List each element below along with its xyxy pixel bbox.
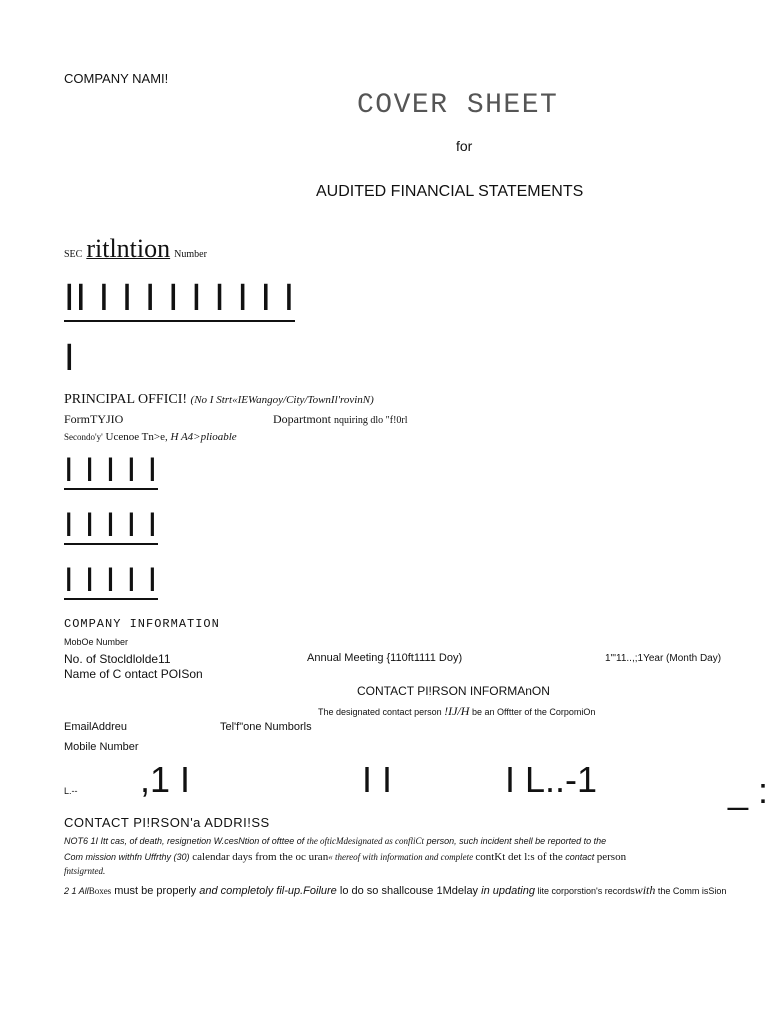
form-type-boxes: I I I I I — [64, 451, 159, 489]
email-address-label: EmailAddreu — [64, 721, 127, 733]
note-1-a: NOT6 1I — [64, 836, 99, 846]
contact-row-box-b: I I — [362, 759, 393, 800]
department-title: Dopartmont — [273, 412, 331, 426]
note-2-c: « thereof with information and complete — [328, 852, 476, 862]
department-label — [273, 412, 408, 427]
company-information-title: COMPANY INFORMATION — [64, 617, 220, 631]
contact-row-box-c: I L..-1 — [505, 759, 598, 800]
note-line-4 — [64, 883, 726, 898]
principal-office-note: (No I Strt«IEWangoy/City/TownIl'rovinN) — [190, 394, 374, 406]
contact-row-box-a: ,1 I — [140, 759, 191, 800]
for-label: for — [456, 138, 473, 154]
note-2-d: contKt det l:s of the — [475, 851, 563, 863]
secondary-license-applicable: H A4>plioable — [170, 431, 237, 443]
secondary-license-prefix: Secondo'y' — [64, 432, 103, 442]
note-line-2 — [64, 851, 626, 863]
note-4-f: in updating — [481, 885, 535, 897]
company-mobile-number-label: MobOe Number — [64, 637, 129, 647]
sec-suffix: Number — [174, 249, 207, 260]
note-4-h: with — [634, 883, 656, 897]
company-name-label: COMPANY NAMI! — [64, 71, 169, 86]
note-4-a: 2 1 All — [64, 886, 89, 896]
principal-office-label — [64, 392, 374, 408]
department-boxes: I I I I I — [64, 506, 159, 544]
annual-meeting-label: Annual Meeting {110ft1111 Doy) — [307, 652, 463, 664]
note-4-d: and completoly fil-up.Foilure — [199, 885, 337, 897]
principal-office-title: PRINCIPAL OFFICI! — [64, 392, 188, 407]
note-4-g: lite corporstion's records — [534, 886, 635, 896]
contact-row-left-mark: L.-- — [64, 786, 78, 796]
sec-number-extra-box: I — [64, 337, 76, 379]
note-2-a: Com mission withfn Uffrthy (30) — [64, 852, 190, 862]
designated-note-b: !IJ/H — [444, 704, 470, 718]
document-subtitle: AUDITED FINANCIAL STATEMENTS — [316, 183, 584, 200]
note-line-3: fntsigrnted. — [64, 866, 106, 876]
cover-sheet-title: COVER SHEET — [357, 90, 559, 121]
note-4-e: lo do so shallcouse 1Mdelay — [336, 885, 482, 897]
designated-note-c: be an Offtter of the CorpomiOn — [471, 707, 596, 717]
fiscal-year-label: 1"'11..,;1Year (Month Day) — [605, 653, 722, 664]
sec-prefix: SEC — [64, 249, 83, 260]
note-1-c: the ofticMdesignated as confliCt — [306, 836, 425, 846]
note-4-i: the Comm isSion — [655, 886, 727, 896]
note-4-b: Boxes — [88, 886, 112, 896]
note-2-f: person — [596, 851, 627, 863]
designated-contact-note — [318, 704, 595, 719]
note-line-1 — [64, 836, 606, 846]
note-1-d: person, such incident shell be reported to the — [426, 836, 607, 846]
sec-word: ritlntion — [86, 234, 171, 263]
note-2-e: contact — [562, 852, 597, 862]
note-4-c: must be properly — [111, 885, 200, 897]
secondary-license-type: Ucenoe Tn>e, — [102, 431, 168, 443]
contact-row-box-d: _ : — [728, 770, 768, 811]
contact-mobile-number-label: Mobile Number — [64, 741, 139, 753]
stockholders-label: No. of Stocldlolde11 — [64, 652, 171, 666]
form-type-label: FormTYJIO — [64, 412, 124, 426]
contact-person-information-title: CONTACT PI!RSON INFORMAnON — [357, 684, 550, 698]
secondary-license-label — [64, 431, 237, 443]
sec-registration-label — [64, 234, 207, 264]
designated-note-a: The designated contact person — [318, 707, 442, 717]
contact-person-address-title: CONTACT PI!RSON'a ADDRI!SS — [64, 815, 270, 830]
note-1-b: Itt cas, of death, resignetion W.cesNtion of ofttee of — [98, 836, 305, 846]
license-boxes: I I I I I — [64, 561, 159, 599]
sec-number-boxes: II I I I I I I I I I — [64, 278, 295, 322]
department-note: nquiring dlo "f!0rl — [334, 415, 408, 426]
note-2-b: calendar days from the oc uran — [189, 851, 329, 863]
contact-person-name-label: Name of C ontact POISon — [64, 667, 203, 681]
telephone-label: Tel'f"one Numborls — [220, 721, 312, 733]
